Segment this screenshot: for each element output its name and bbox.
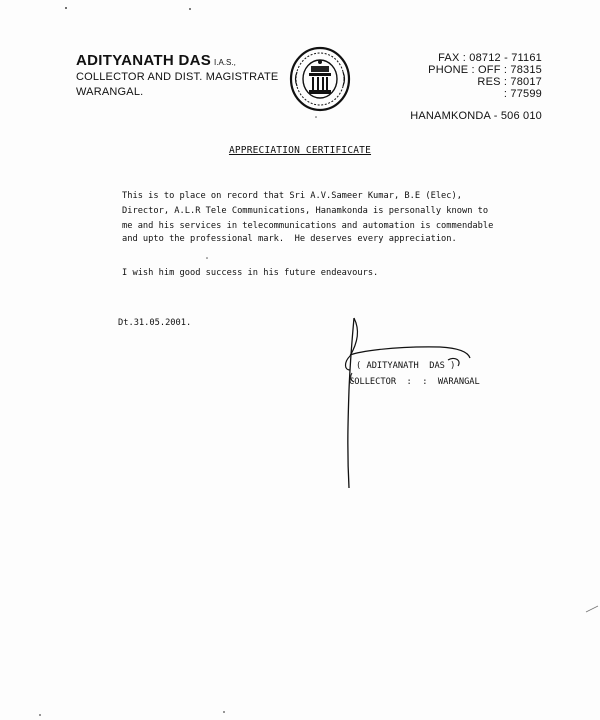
residence-phone: RES : 78017 xyxy=(477,76,542,88)
issuer-name-suffix: I.A.S., xyxy=(214,58,236,67)
issuer-place: WARANGAL. xyxy=(76,86,144,98)
handwritten-signature-icon xyxy=(330,310,500,490)
office-phone: PHONE : OFF : 78315 xyxy=(428,64,542,76)
signatory-name: ( ADITYANATH DAS ) xyxy=(356,361,456,371)
body-line-4: and upto the professional mark. He deserves every appreciation. xyxy=(122,234,457,244)
issue-date: Dt.31.05.2001. xyxy=(118,318,192,328)
body-line-2: Director, A.L.R Tele Communications, Hanamkonda is personally known to xyxy=(122,206,489,216)
residence-phone-2: : 77599 xyxy=(503,88,542,100)
wishes-line: I wish him good success in his future endeavours. xyxy=(122,268,379,278)
letterhead-contact xyxy=(410,52,542,122)
body-line-1: This is to place on record that Sri A.V.Sameer Kumar, B.E (Elec), xyxy=(122,191,462,201)
body-line-3: me and his services in telecommunications and automation is commendable xyxy=(122,221,494,231)
letterhead-left xyxy=(76,52,278,100)
signatory-title: COLLECTOR : : WARANGAL xyxy=(349,377,480,387)
fax-number: FAX : 08712 - 71161 xyxy=(438,52,542,64)
certificate-title-text: APPRECIATION CERTIFICATE xyxy=(228,145,372,156)
issuer-designation: COLLECTOR AND DIST. MAGISTRATE xyxy=(76,71,279,83)
office-address: HANAMKONDA - 506 010 xyxy=(410,110,542,122)
certificate-title xyxy=(0,138,600,157)
issuer-name: ADITYANATH DAS xyxy=(76,52,212,69)
government-seal-icon xyxy=(289,46,351,112)
